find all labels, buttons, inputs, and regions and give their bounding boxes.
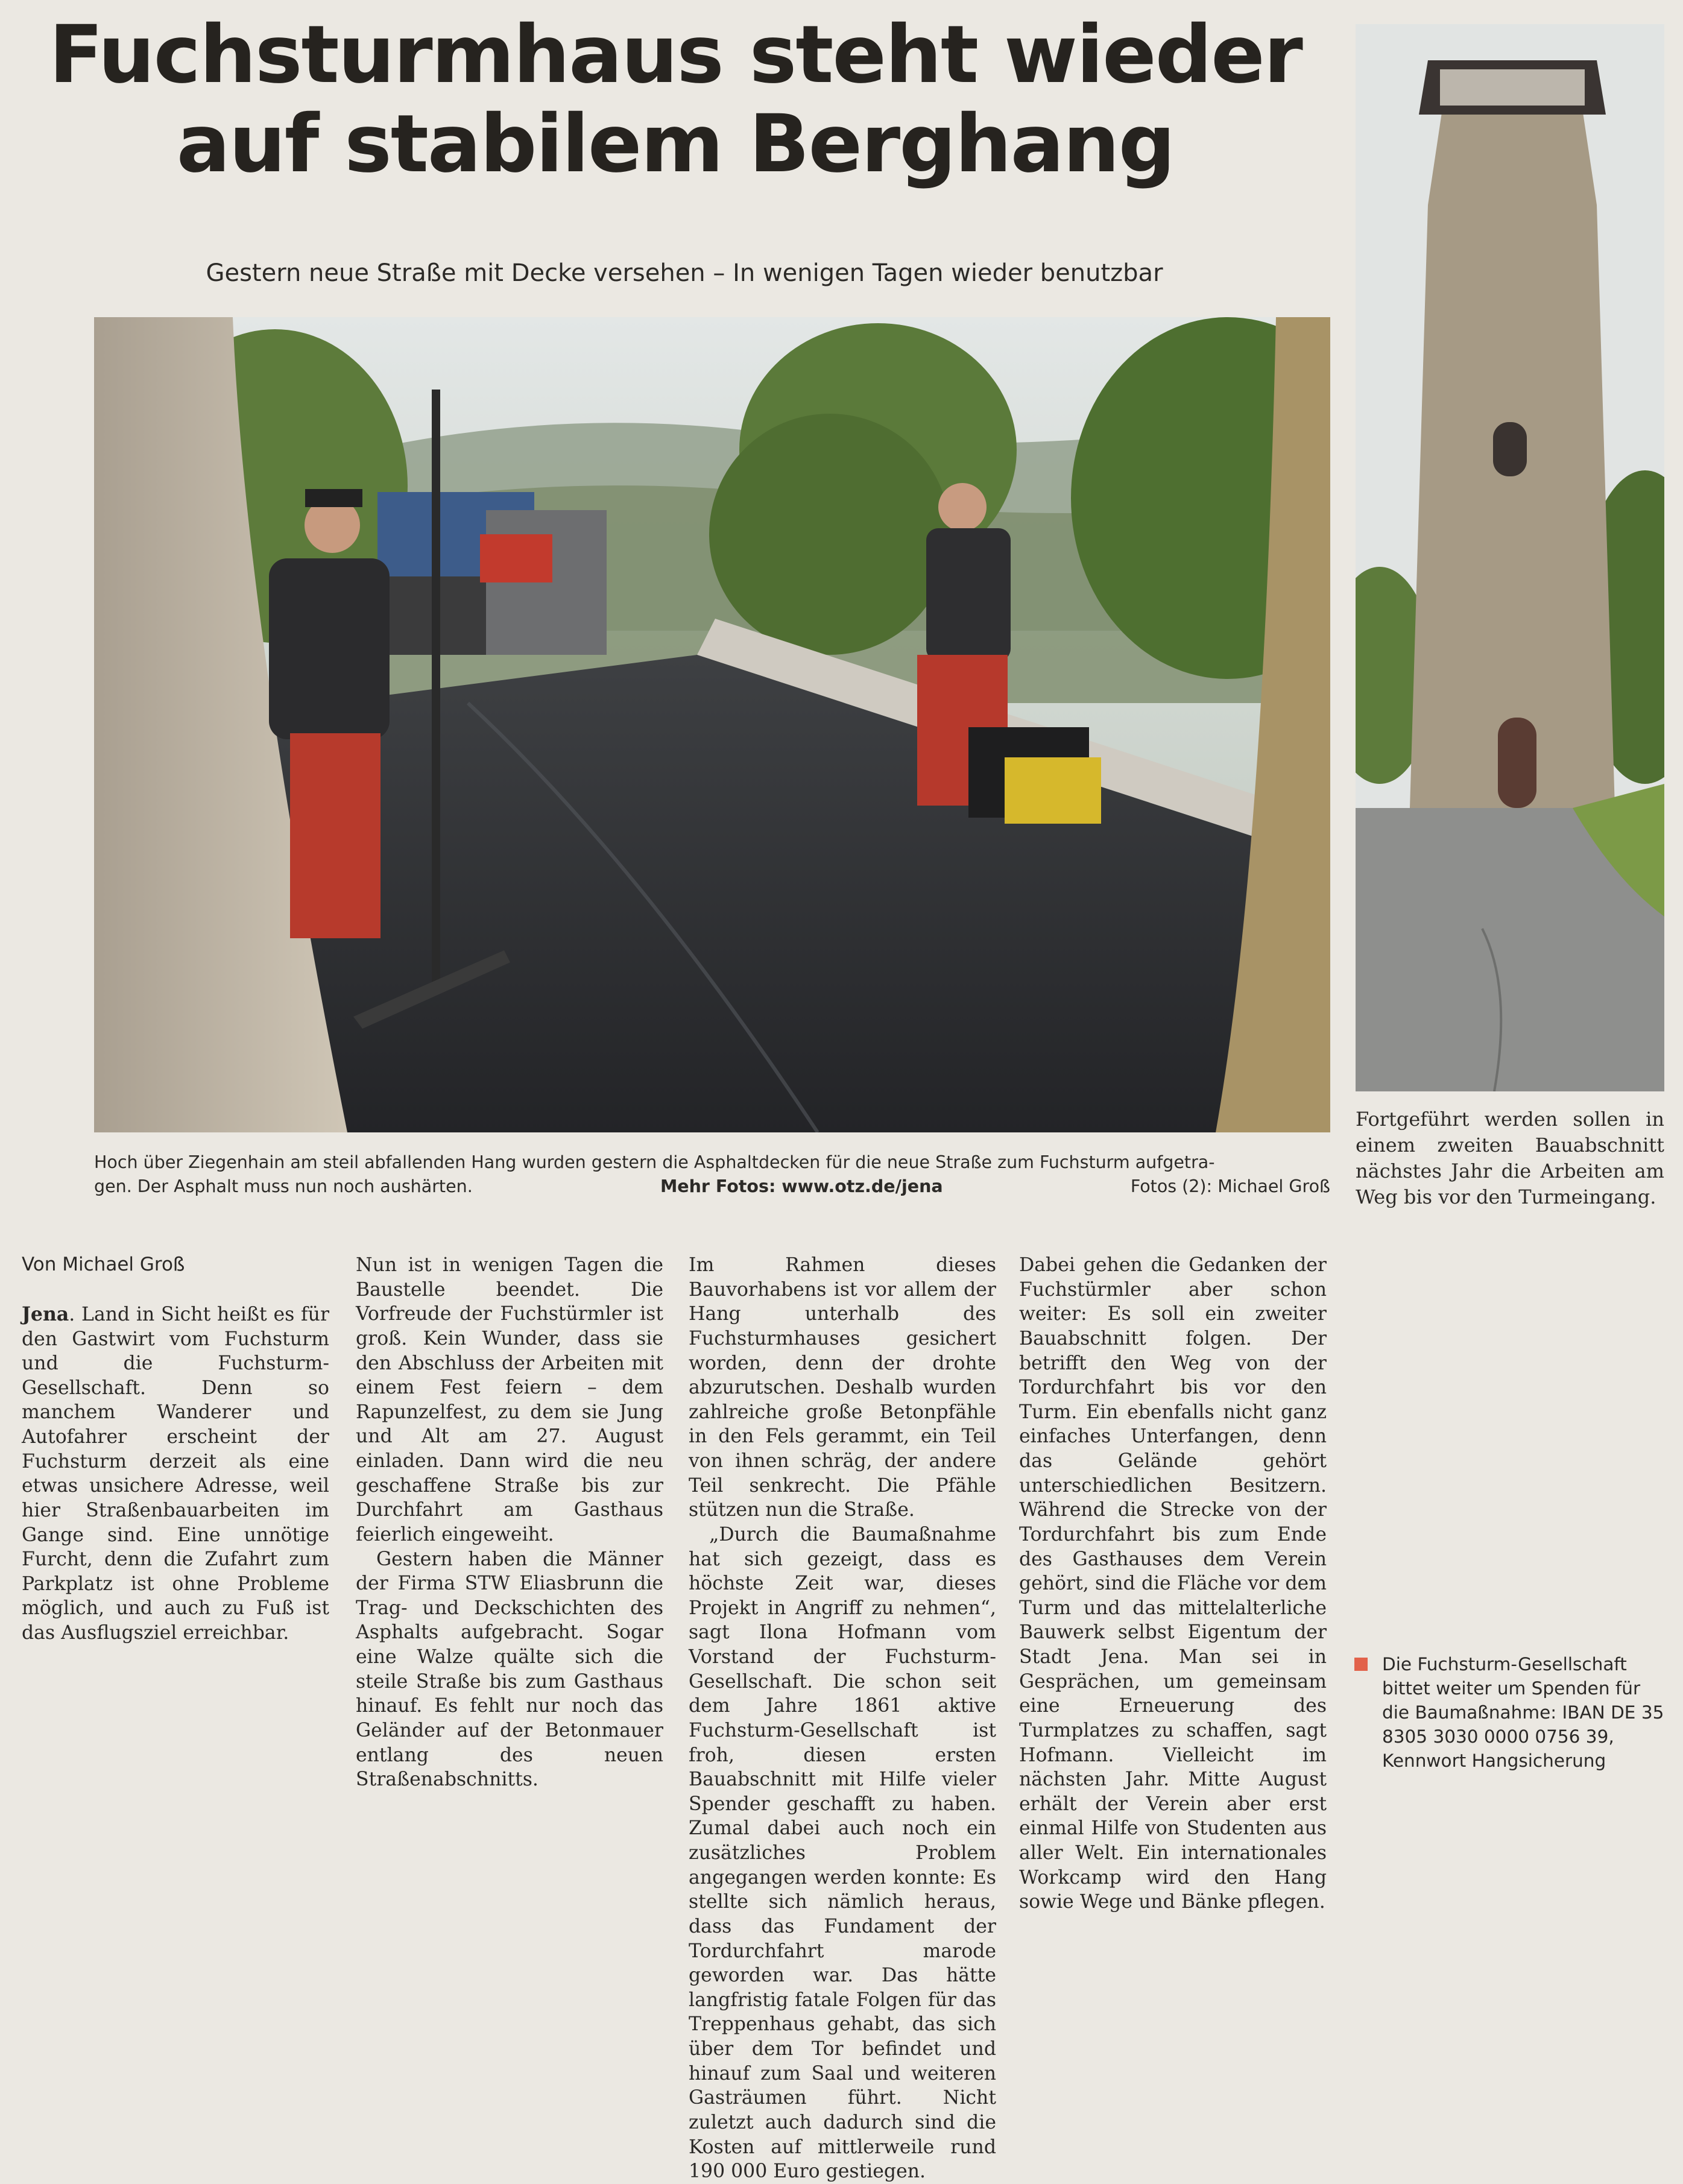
tower-illustration bbox=[1356, 24, 1664, 1091]
caption-line-2: gen. Der Asphalt muss nun noch aushärten. bbox=[94, 1176, 473, 1196]
paragraph-4: Im Rahmen dieses Bauvorhabens ist vor allem der Hang unterhalb des Fuchsturmhauses gesichert worden, denn der drohte abzurutschen. Deshalb wurden zahlreiche große Betonpfähle in den Fels gerammt, ein Teil von ihnen schräg, der andere Teil senkrecht. Die Pfähle stützen nun die Straße. bbox=[689, 1254, 996, 1521]
more-photos-link[interactable]: Mehr Fotos: www.otz.de/jena bbox=[660, 1176, 943, 1196]
plate-compactor bbox=[968, 727, 1101, 824]
tower-caption: Fortgeführt werden sollen in einem zweiten Bauabschnitt nächstes Jahr die Arbeiten am Weg bis vor den Turmeingang. bbox=[1356, 1108, 1664, 1208]
caption-line-1: Hoch über Ziegenhain am steil abfallenden Hang wurden gestern die Asphaltdecken für die neue Straße zum Fuchsturm aufgetra- bbox=[94, 1152, 1215, 1172]
paragraph-5: „Durch die Baumaßnahme hat sich gezeigt, dass es höchste Zeit war, dieses Projekt in Angriff zu nehmen“, sagt Ilona Hofmann vom Vorstand der Fuchsturm-Gesellschaft. Die schon seit dem Jahre 1861 aktive Fuchsturm-Gesellschaft ist froh, diesen ersten Bauabschnitt mit Hilfe vieler Spender geschafft zu haben. Zumal dabei auch noch ein zusätzliches Problem angegangen werden konnte: Es stellte sich nämlich heraus, dass das Fundament der Tordurchfahrt marode geworden war. Das hätte langfristig fatale Folgen für das Treppenhaus gehabt, das sich über dem Tor befindet und hinauf zum Saal und weiteren Gasträumen führt. Nicht zuletzt auch dadurch sind die Kosten auf mittlerweile rund 190 000 Euro gestiegen. bbox=[689, 1523, 996, 2183]
paragraph-6: Dabei gehen die Gedanken der Fuchstürmler aber schon weiter: Es soll ein zweiter Bauabschnitt folgen. Der betrifft den Weg von der Tordurchfahrt bis vor den Turm. Ein ebenfalls nicht ganz einfaches Unterfangen, denn das Gelände gehört unterschiedlichen Besitzern. Während die Strecke von der Tordurchfahrt bis zum Ende des Gasthauses dem Verein gehört, sind die Fläche vor dem Turm und das mittelalterliche Bauwerk selbst Eigentum der Stadt Jena. Man sei in Gesprächen, um gemeinsam eine Erneuerung des Turmplatzes zu schaffen, sagt Hofmann. Vielleicht im nächsten Jahr. Mitte August erhält der Verein aber erst einmal Hilfe von Studenten aus aller Welt. Ein internationales Workcamp wird den Hang sowie Wege und Bänke pflegen. bbox=[1019, 1254, 1327, 1913]
paragraph-2: Nun ist in wenigen Tagen die Baustelle beendet. Die Vorfreude der Fuchstürmler ist groß. Kein Wunder, dass sie den Abschluss der Arbeiten mit einem Fest feiern – dem Rapunzelfest, zu dem sie Jung und Alt am 27. August einladen. Dann wird die neu geschaffene Straße bis zur Durchfahrt am Gasthaus feierlich eingeweiht. bbox=[356, 1254, 663, 1545]
dateline: Jena bbox=[22, 1302, 69, 1325]
photo-caption bbox=[94, 1150, 1330, 1199]
byline: Von Michael Groß bbox=[22, 1254, 185, 1275]
subheadline: Gestern neue Straße mit Decke versehen – In wenigen Tagen wieder benutzbar bbox=[206, 259, 1163, 287]
road-construction-photo bbox=[94, 317, 1330, 1132]
paragraph-3: Gestern haben die Männer der Firma STW Eliasbrunn die Trag- und Deckschichten des Asphalts aufgebracht. Sogar eine Walze quälte sich die steile Straße bis zum Gasthaus hinauf. Es fehlt nur noch das Geländer auf der Betonmauer entlang des neuen Straßenabschnitts. bbox=[356, 1548, 663, 1791]
headline-line-1: Fuchsturmhaus steht wieder bbox=[49, 8, 1302, 101]
article-column-4 bbox=[1019, 1253, 1327, 1914]
article-column-1 bbox=[22, 1253, 329, 1646]
donation-box bbox=[1354, 1652, 1668, 1773]
article-column-3 bbox=[689, 1253, 996, 2184]
donation-marker bbox=[1354, 1658, 1368, 1671]
paragraph-1-text: . Land in Sicht heißt es für den Gastwirt vom Fuchsturm und die Fuchsturm-Gesellschaft. Denn so manchem Wanderer und Autofahrer erscheint der Fuchsturm derzeit als eine etwas unsichere Adresse, weil hier Straßenbauarbeiten im Gange sind. Eine unnötige Furcht, denn die Zufahrt zum Parkplatz ist ohne Probleme möglich, und auch zu Fuß ist das Ausflugsziel erreichbar. bbox=[22, 1303, 329, 1644]
headline-line-2: auf stabilem Berghang bbox=[176, 97, 1175, 191]
paragraph-1 bbox=[22, 1302, 329, 1646]
article-column-2 bbox=[356, 1253, 663, 1792]
photo-credit: Fotos (2): Michael Groß bbox=[1130, 1176, 1330, 1196]
donation-text: Die Fuchsturm-Gesellschaft bittet weiter um Spenden für die Baumaßnahme: IBAN DE 35 8305 3030 0000 0756 39, Kennwort Hangsicherung bbox=[1382, 1654, 1664, 1772]
headline bbox=[36, 8, 1315, 191]
fuchsturm-tower-photo bbox=[1356, 24, 1664, 1091]
road-construction-illustration bbox=[94, 317, 1330, 1132]
